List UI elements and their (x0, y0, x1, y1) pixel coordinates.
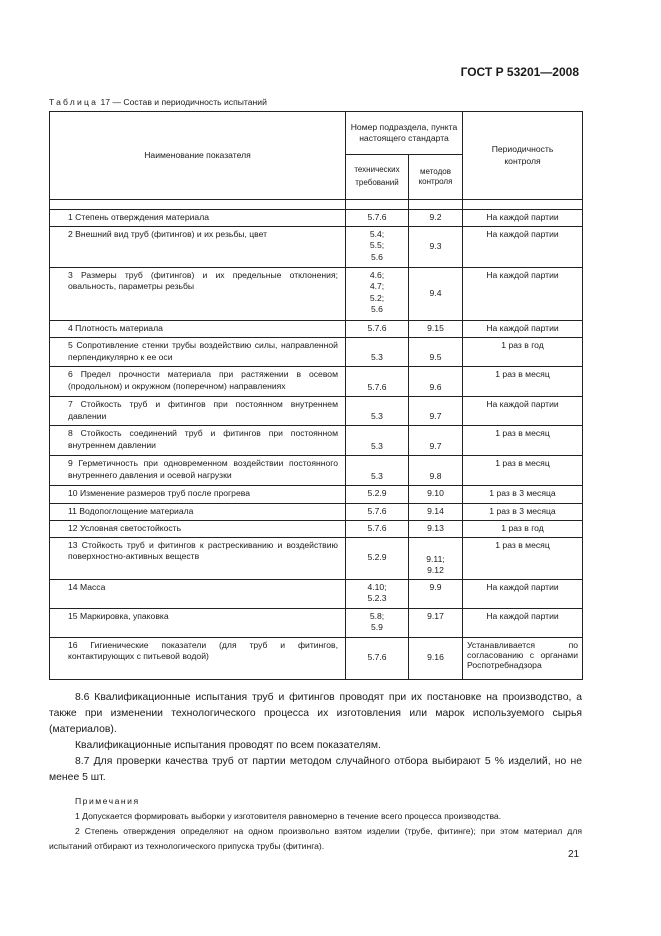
table-row (50, 227, 583, 268)
row-period: 1 раз в год (463, 338, 583, 367)
paragraph-8-6: 8.6 Квалификационные испытания труб и фитингов проводят при их постановке на производство, а также при изменении технологического процесса их изготовления или марок используемого сырья (материалов). (49, 692, 582, 735)
row-period: 1 раз в месяц (463, 537, 583, 579)
row-tech-ref: 5.7.6 (346, 210, 409, 227)
row-name: 11 Водопоглощение материала (50, 503, 346, 520)
row-tech-ref: 5.7.6 (346, 321, 409, 338)
note-1: 1 Допускается формировать выборки у изготовителя равномерно в течение всего процесса производства. (75, 811, 502, 821)
header-tech-column: технических требований (346, 155, 409, 200)
table-row (50, 503, 583, 520)
paragraph-8-7: 8.7 Для проверки качества труб от партии методом случайного отбора выбирают 5 % изделий, но не менее 5 шт. (49, 756, 582, 783)
table-row (50, 268, 583, 321)
row-period: 1 раз в 3 месяца (463, 503, 583, 520)
row-tech-ref: 5.4; 5.5; 5.6 (346, 227, 409, 268)
header-period-column: Периодичность контроля (463, 112, 583, 200)
row-name: 12 Условная светостойкость (50, 520, 346, 537)
row-period: На каждой партии (463, 608, 583, 637)
table-row (50, 367, 583, 397)
row-tech-ref: 5.3 (346, 338, 409, 367)
row-name: 9 Герметичность при одновременном воздействии постоянного внутреннего давления и осевой нагрузки (50, 456, 346, 486)
row-name: 14 Масса (50, 579, 346, 608)
table-caption-text: 17 — Состав и периодичность испытаний (100, 97, 267, 107)
row-tech-ref: 5.3 (346, 426, 409, 456)
row-name: 10 Изменение размеров труб после прогрева (50, 486, 346, 503)
row-period: На каждой партии (463, 268, 583, 321)
row-name: 3 Размеры труб (фитингов) и их предельные отклонения; овальность, параметры резьбы (50, 268, 346, 321)
row-method-ref: 9.6 (409, 367, 463, 397)
row-name: 6 Предел прочности материала при растяжении в осевом (продольном) и окружном (поперечном) направлениях (50, 367, 346, 397)
row-method-ref: 9.10 (409, 486, 463, 503)
row-name: 4 Плотность материала (50, 321, 346, 338)
row-tech-ref: 5.3 (346, 397, 409, 426)
row-method-ref: 9.15 (409, 321, 463, 338)
table-row (50, 210, 583, 227)
row-method-ref: 9.7 (409, 426, 463, 456)
spacer-row (50, 200, 583, 210)
row-tech-ref: 5.7.6 (346, 367, 409, 397)
row-name: 1 Степень отверждения материала (50, 210, 346, 227)
row-method-ref: 9.13 (409, 520, 463, 537)
row-method-ref: 9.14 (409, 503, 463, 520)
header-section-group: Номер подраздела, пункта настоящего стандарта (346, 112, 463, 155)
row-method-ref: 9.9 (409, 579, 463, 608)
row-method-ref: 9.2 (409, 210, 463, 227)
table-row (50, 456, 583, 486)
row-tech-ref: 4.6; 4.7; 5.2; 5.6 (346, 268, 409, 321)
row-tech-ref: 5.2.9 (346, 537, 409, 579)
header-methods-column: методов контроля (409, 155, 463, 200)
row-period: 1 раз в 3 месяца (463, 486, 583, 503)
row-tech-ref: 5.7.6 (346, 520, 409, 537)
table-row (50, 338, 583, 367)
row-period: 1 раз в месяц (463, 367, 583, 397)
standard-designation: ГОСТ Р 53201—2008 (460, 65, 579, 79)
row-period: 1 раз в месяц (463, 426, 583, 456)
table-row (50, 426, 583, 456)
row-tech-ref: 5.8; 5.9 (346, 608, 409, 637)
notes-title: Примечания (75, 796, 140, 806)
table-row (50, 579, 583, 608)
table-row (50, 486, 583, 503)
row-tech-ref: 5.7.6 (346, 503, 409, 520)
row-period: На каждой партии (463, 321, 583, 338)
row-name: 2 Внешний вид труб (фитингов) и их резьбы, цвет (50, 227, 346, 268)
tests-table (49, 111, 583, 680)
row-name: 13 Стойкость труб и фитингов к растрескиванию и воздействию поверхностно-активных веществ (50, 537, 346, 579)
row-method-ref: 9.17 (409, 608, 463, 637)
header-name-column: Наименование показателя (50, 112, 346, 200)
row-period: Устанавливается по согласованию с органами Роспотребнадзора (463, 637, 583, 679)
table-row (50, 608, 583, 637)
row-period: 1 раз в год (463, 520, 583, 537)
row-period: 1 раз в месяц (463, 456, 583, 486)
row-name: 16 Гигиенические показатели (для труб и фитингов, контактирующих с питьевой водой) (50, 637, 346, 679)
table-caption (49, 97, 267, 107)
row-method-ref: 9.16 (409, 637, 463, 679)
note-2: 2 Степень отверждения определяют на одном произвольно взятом изделии (трубе, фитинге); при этом материал для испытаний отбирают из технологического припуска трубы (фитинга). (49, 826, 582, 851)
body-text (49, 690, 582, 786)
row-method-ref: 9.8 (409, 456, 463, 486)
row-name: 15 Маркировка, упаковка (50, 608, 346, 637)
notes-block (49, 794, 582, 854)
row-tech-ref: 5.3 (346, 456, 409, 486)
table-row (50, 520, 583, 537)
row-tech-ref: 5.2.9 (346, 486, 409, 503)
table-row (50, 321, 583, 338)
row-tech-ref: 4.10; 5.2.3 (346, 579, 409, 608)
row-name: 7 Стойкость труб и фитингов при постоянном внутреннем давлении (50, 397, 346, 426)
row-period: На каждой партии (463, 579, 583, 608)
row-period: На каждой партии (463, 210, 583, 227)
row-method-ref: 9.11; 9.12 (409, 537, 463, 579)
row-method-ref: 9.7 (409, 397, 463, 426)
table-row (50, 537, 583, 579)
table-caption-word: Таблица (49, 97, 99, 107)
row-period: На каждой партии (463, 397, 583, 426)
row-name: 8 Стойкость соединений труб и фитингов при постоянном внутреннем давлении (50, 426, 346, 456)
page-number: 21 (568, 849, 580, 860)
row-period: На каждой партии (463, 227, 583, 268)
row-method-ref: 9.3 (409, 227, 463, 268)
row-tech-ref: 5.7.6 (346, 637, 409, 679)
table-row (50, 637, 583, 679)
table-row (50, 397, 583, 426)
row-method-ref: 9.4 (409, 268, 463, 321)
row-method-ref: 9.5 (409, 338, 463, 367)
paragraph-qualification: Квалификационные испытания проводят по всем показателям. (75, 740, 381, 751)
row-name: 5 Сопротивление стенки трубы воздействию силы, направленной перпендикулярно к ее оси (50, 338, 346, 367)
